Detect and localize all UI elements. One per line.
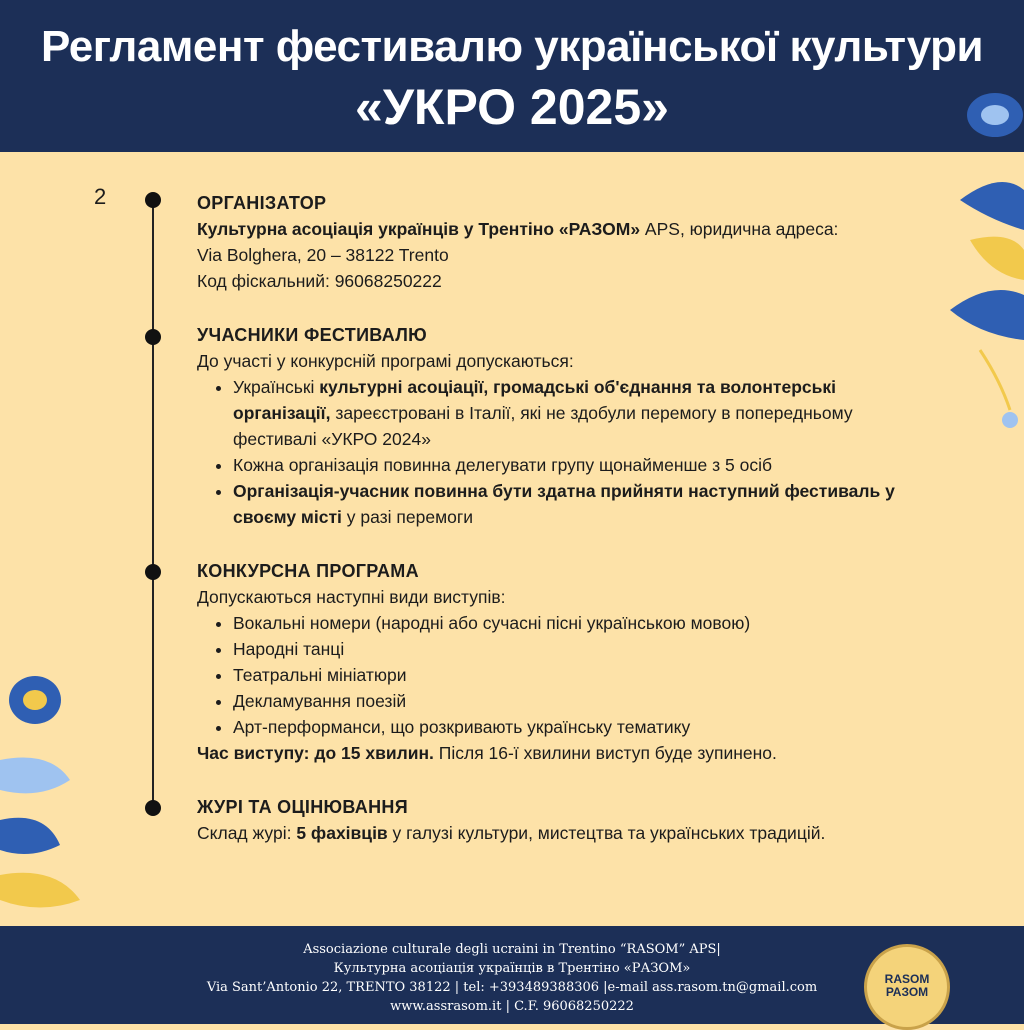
section-title: УЧАСНИКИ ФЕСТИВАЛЮ xyxy=(197,325,428,345)
header-banner xyxy=(0,0,1024,152)
organizer-name: Культурна асоціація українців у Трентіно «РАЗОМ» APS, юридична адреса: xyxy=(197,219,839,239)
list-item: • Українські культурні асоціації, громадські об'єднання та волонтерські організації, зареєстровані в Італії, які не здобули перемогу в попередньому фестивалі «УКРО 2024» xyxy=(233,374,937,452)
footer-contacts xyxy=(150,940,874,1016)
organizer-fiscal-code: Код фіскальний: 96068250222 xyxy=(197,271,442,291)
section-title: ЖУРІ ТА ОЦІНЮВАННЯ xyxy=(197,797,408,817)
floral-ornament-top-right xyxy=(940,80,1024,440)
footer-line: Культурна асоціація українців в Трентіно «РАЗОМ» xyxy=(333,961,691,976)
footer-line: www.assrasom.it | C.F. 96068250222 xyxy=(390,999,634,1014)
section-title: КОНКУРСНА ПРОГРАМА xyxy=(197,561,419,581)
logo-text: RASOM РАЗОМ xyxy=(884,972,930,999)
section-organizer xyxy=(197,190,937,294)
footer-line: Associazione culturale degli ucraini in Trentino “RASOM” APS| xyxy=(303,942,721,957)
timeline-dot-program xyxy=(145,564,161,580)
organizer-address: Via Bolghera, 20 – 38122 Trento xyxy=(197,245,449,265)
section-title: ОРГАНІЗАТОР xyxy=(197,193,327,213)
floral-ornament-left xyxy=(0,660,90,960)
timeline-dot-jury xyxy=(145,800,161,816)
performance-time: Час виступу: до 15 хвилин. Після 16-ї хвилини виступ буде зупинено. xyxy=(197,743,777,763)
timeline-dot-organizer xyxy=(145,192,161,208)
list-item: • Вокальні номери (народні або сучасні пісні українською мовою) xyxy=(233,610,937,636)
program-list xyxy=(197,610,937,740)
program-intro: Допускаються наступні види виступів: xyxy=(197,587,506,607)
list-item: • Декламування поезій xyxy=(233,688,937,714)
section-participants xyxy=(197,322,937,530)
page-subtitle: «УКРО 2025» xyxy=(355,79,669,135)
jury-text: Склад журі: 5 фахівців у галузі культури, мистецтва та українських традицій. xyxy=(197,823,826,843)
list-item: • Театральні мініатюри xyxy=(233,662,937,688)
participants-intro: До участі у конкурсній програмі допускаються: xyxy=(197,351,574,371)
list-item: • Організація-учасник повинна бути здатна прийняти наступний фестиваль у своєму місті у разі перемоги xyxy=(233,478,937,530)
list-item: • Арт-перформанси, що розкривають українську тематику xyxy=(233,714,937,740)
list-item: • Кожна організація повинна делегувати групу щонайменше з 5 осіб xyxy=(233,452,937,478)
rasom-logo xyxy=(864,944,950,1030)
page-number: 2 xyxy=(94,184,107,209)
section-jury xyxy=(197,794,937,846)
timeline-dot-participants xyxy=(145,329,161,345)
participants-list xyxy=(197,374,937,530)
timeline-line xyxy=(152,200,154,810)
footer-line: Via Sant’Antonio 22, TRENTO 38122 | tel: +393489388306 |e-mail ass.rasom.tn@gmail.com xyxy=(206,980,818,995)
page-title: Регламент фестивалю української культури xyxy=(40,22,984,71)
section-program xyxy=(197,558,937,766)
list-item: • Народні танці xyxy=(233,636,937,662)
